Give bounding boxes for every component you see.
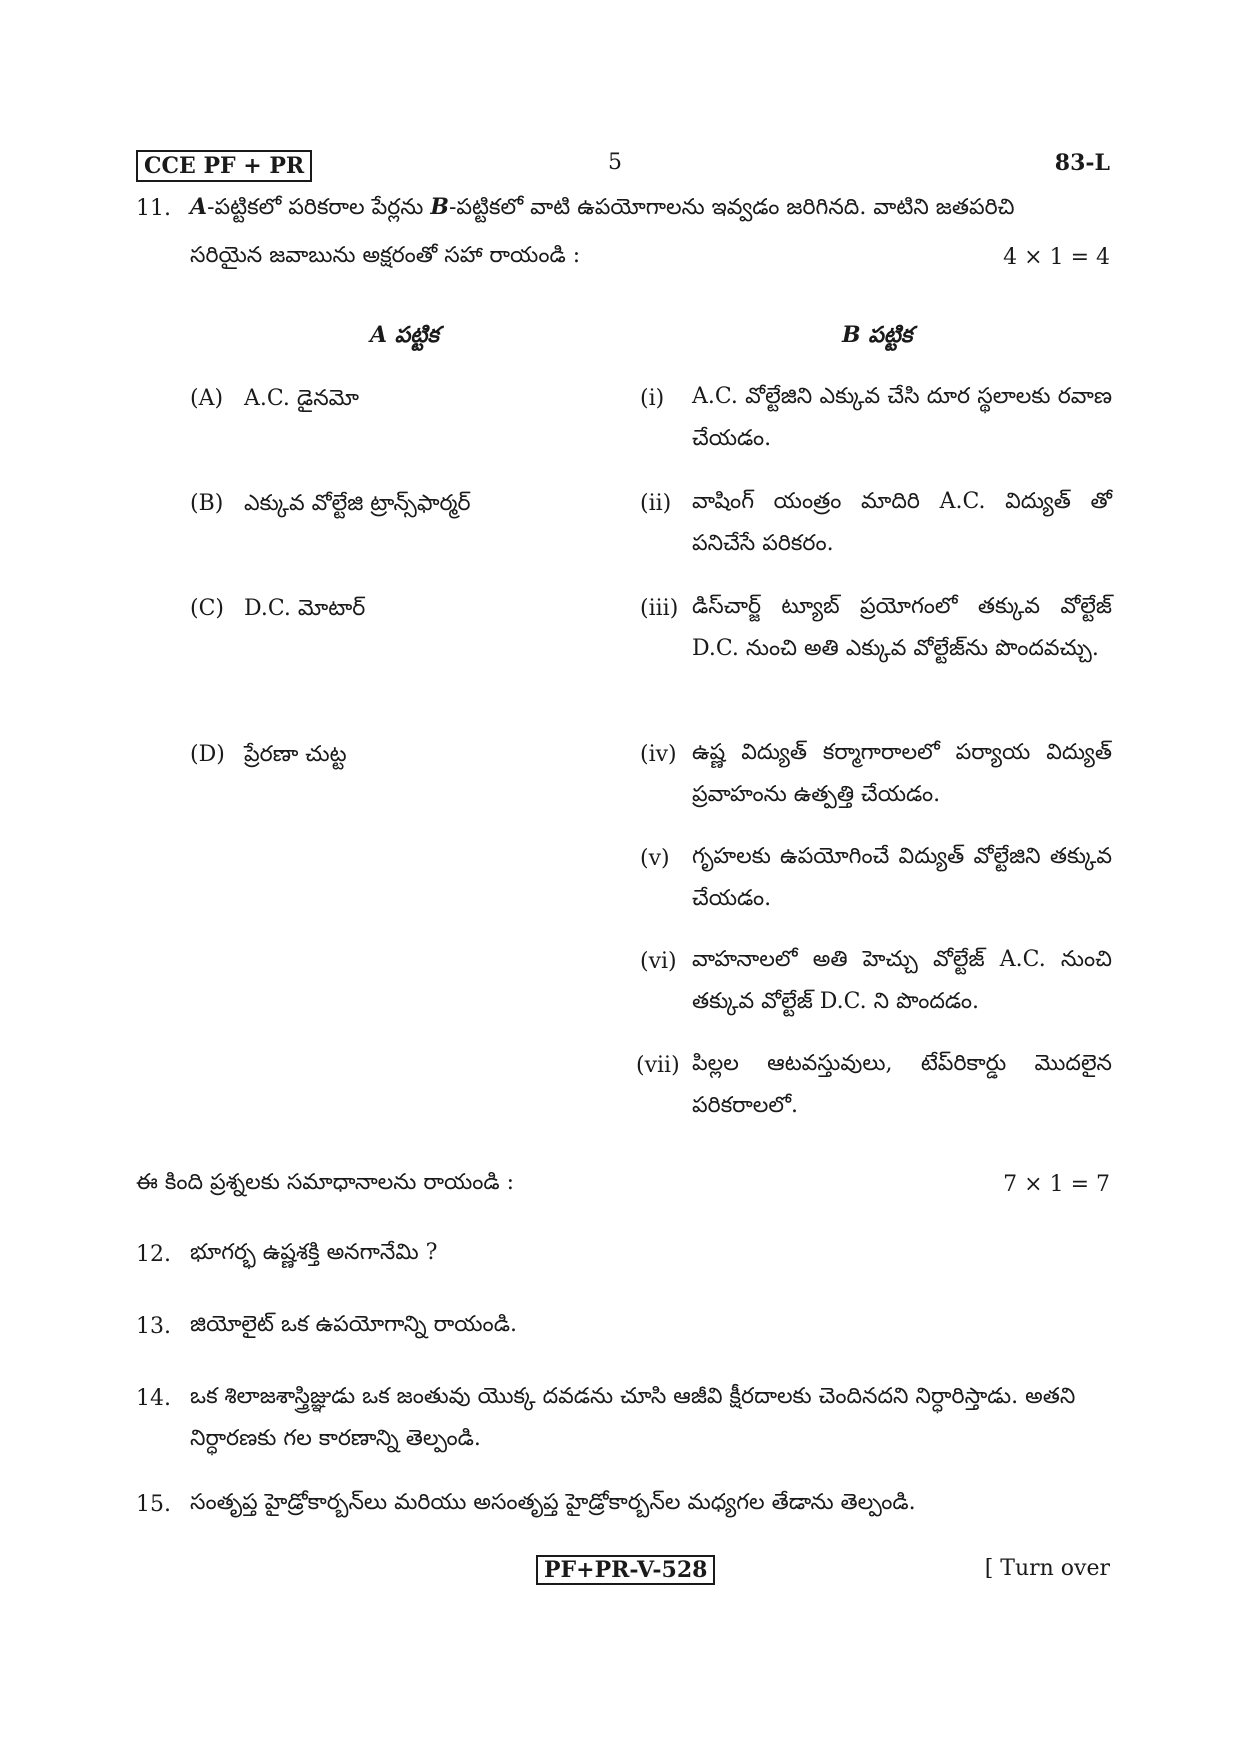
question-number: 12.	[136, 1242, 171, 1267]
list-b-label: (vi)	[640, 949, 677, 974]
section-marks: 7 × 1 = 7	[1003, 1172, 1110, 1197]
list-b-label: (iv)	[640, 742, 677, 767]
question-11-line-1: A-పట్టికలో పరికరాల పేర్లను B-పట్టికలో వాటి ఉపయోగాలను ఇవ్వడం జరిగినది. వాటిని జతపరిచి	[190, 194, 1015, 220]
list-b-label: (vii)	[636, 1053, 680, 1078]
list-b-label: (v)	[640, 846, 670, 871]
list-b-item: వాషింగ్ యంత్రం మాదిరి A.C. విద్యుత్ తో పనిచేసే పరికరం.	[692, 489, 1112, 556]
list-b-label: (ii)	[640, 491, 672, 516]
list-a-label: (B)	[190, 491, 224, 516]
list-a-item: ప్రేరణా చుట్ట	[244, 742, 347, 767]
question-text: ఒక శిలాజశాస్త్రిజ్ఞుడు ఒక జంతువు యొక్క దవడను చూసి ఆజీవి క్షీరదాలకు చెందినదని నిర్ధారిస్తాడు. అతని నిర్ధారణకు గల కారణాన్ని తెల్పండి.	[190, 1384, 1076, 1451]
list-b-item: వాహనాలలో అతి హెచ్చు వోల్టేజ్ A.C. నుంచి తక్కువ వోల్టేజ్ D.C. ని పొందడం.	[692, 947, 1112, 1014]
list-b-item: గృహలకు ఉపయోగించే విద్యుత్ వోల్టేజిని తక్కువ చేయడం.	[692, 844, 1112, 911]
question-text: జియోలైట్ ఒక ఉపయోగాన్ని రాయండి.	[190, 1312, 517, 1337]
column-b-heading: B పట్టిక	[842, 322, 913, 348]
list-a-item: ఎక్కువ వోల్టేజి ట్రాన్స్‌ఫార్మర్	[244, 491, 471, 516]
list-b-item: ఉష్ణ విద్యుత్ కర్మాగారాలలో పర్యాయ విద్యుత్ ప్రవాహంను ఉత్పత్తి చేయడం.	[692, 740, 1112, 807]
list-b-label: (iii)	[640, 596, 679, 621]
question-number: 13.	[136, 1314, 171, 1339]
question-11-line-2: సరియైన జవాబును అక్షరంతో సహా రాయండి :	[190, 243, 581, 268]
list-b-item: పిల్లల ఆటవస్తువులు, టేప్‌రికార్డు మొదలైన పరికరాలలో.	[692, 1051, 1112, 1118]
list-b-item: డిస్‌చార్జ్ ట్యూబ్ ప్రయోగంలో తక్కువ వోల్టేజ్ D.C. నుంచి అతి ఎక్కువ వోల్టేజ్‌ను పొందవచ్చు.	[692, 594, 1112, 661]
page-number: 5	[608, 150, 622, 175]
list-b-item: A.C. వోల్టేజిని ఎక్కువ చేసి దూర స్థలాలకు రవాణ చేయడం.	[692, 384, 1112, 451]
question-text: భూగర్భ ఉష్ణశక్తి అనగానేమి ?	[190, 1240, 438, 1265]
table-b-ref: B	[430, 194, 449, 220]
question-number-11: 11.	[136, 196, 171, 221]
list-a-label: (A)	[190, 386, 224, 411]
paper-code-left: CCE PF + PR	[136, 150, 312, 182]
question-text: సంతృప్త హైడ్రోకార్బన్‌లు మరియు అసంతృప్త హైడ్రోకార్బన్‌ల మధ్యగల తేడాను తెల్పండి.	[190, 1490, 916, 1515]
table-a-ref: A	[190, 194, 208, 220]
list-a-label: (D)	[190, 742, 225, 767]
section-instruction: ఈ కింది ప్రశ్నలకు సమాధానాలను రాయండి :	[136, 1170, 515, 1195]
list-b-label: (i)	[640, 386, 665, 411]
question-number: 15.	[136, 1492, 171, 1517]
list-a-label: (C)	[190, 596, 224, 621]
turn-over: [ Turn over	[984, 1556, 1110, 1581]
footer-code: PF+PR-V-528	[536, 1555, 715, 1585]
column-a-heading: A పట్టిక	[370, 322, 439, 348]
list-a-item: A.C. డైనమో	[244, 386, 359, 411]
question-number: 14.	[136, 1386, 171, 1411]
paper-code-right: 83-L	[1054, 150, 1110, 176]
list-a-item: D.C. మోటార్	[244, 596, 366, 621]
question-11-marks: 4 × 1 = 4	[1003, 245, 1110, 270]
